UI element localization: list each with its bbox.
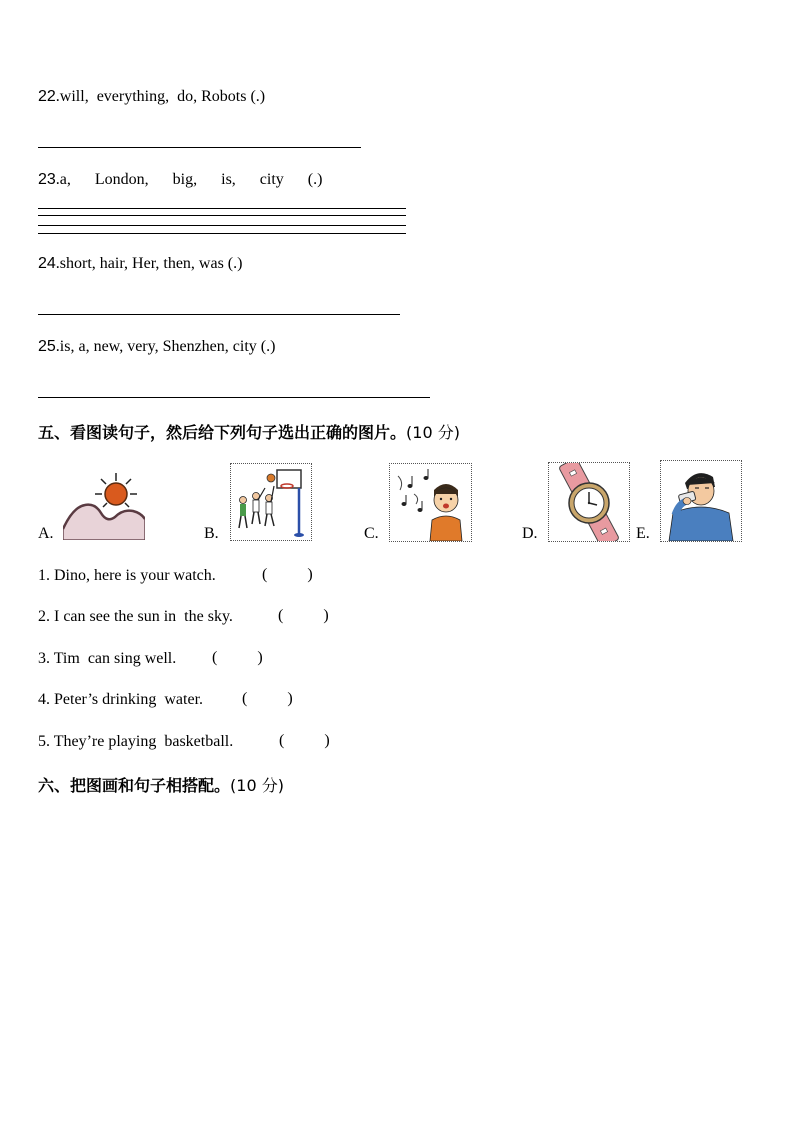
option-label-b: B.: [204, 525, 219, 542]
sun-mountain-icon: [63, 467, 145, 540]
sentence-4: 4. Peter’s drinking water.: [38, 691, 204, 708]
section-6-heading: 六、把图画和句子相搭配。(10 分): [38, 776, 284, 795]
basketball-players-icon: [230, 463, 312, 541]
answer-paren-3[interactable]: ( ): [212, 649, 263, 666]
wristwatch-icon: [548, 462, 630, 542]
sentence-3: 3. Tim can sing well.: [38, 650, 177, 667]
question-24: 24.short, hair, Her, then, was (.): [38, 255, 243, 272]
answer-paren-2[interactable]: ( ): [278, 607, 329, 624]
section-5-heading: 五、看图读句子，然后给下列句子选出正确的图片。(10 分): [38, 423, 460, 442]
sentence-1: 1. Dino, here is your watch.: [38, 567, 216, 584]
option-label-e: E.: [636, 525, 650, 542]
man-drinking-icon: [660, 460, 742, 542]
answer-line-24[interactable]: [38, 314, 400, 315]
option-label-c: C.: [364, 525, 379, 542]
option-label-d: D.: [522, 525, 538, 542]
answer-line-23-a[interactable]: [38, 208, 406, 209]
boy-singing-icon: [389, 463, 472, 542]
question-22: 22.will, everything, do, Robots (.): [38, 88, 266, 105]
answer-line-23-d[interactable]: [38, 233, 406, 234]
question-25: 25.is, a, new, very, Shenzhen, city (.): [38, 338, 276, 355]
answer-line-23-b[interactable]: [38, 215, 406, 216]
answer-paren-1[interactable]: ( ): [262, 566, 313, 583]
answer-line-23-c[interactable]: [38, 225, 406, 226]
answer-line-22[interactable]: [38, 147, 361, 148]
answer-line-25[interactable]: [38, 397, 430, 398]
option-label-a: A.: [38, 525, 54, 542]
question-23: 23.a, London, big, is, city (.): [38, 171, 323, 188]
sentence-2: 2. I can see the sun in the sky.: [38, 608, 233, 625]
answer-paren-4[interactable]: ( ): [242, 690, 293, 707]
sentence-5: 5. They’re playing basketball.: [38, 733, 234, 750]
answer-paren-5[interactable]: ( ): [279, 732, 330, 749]
